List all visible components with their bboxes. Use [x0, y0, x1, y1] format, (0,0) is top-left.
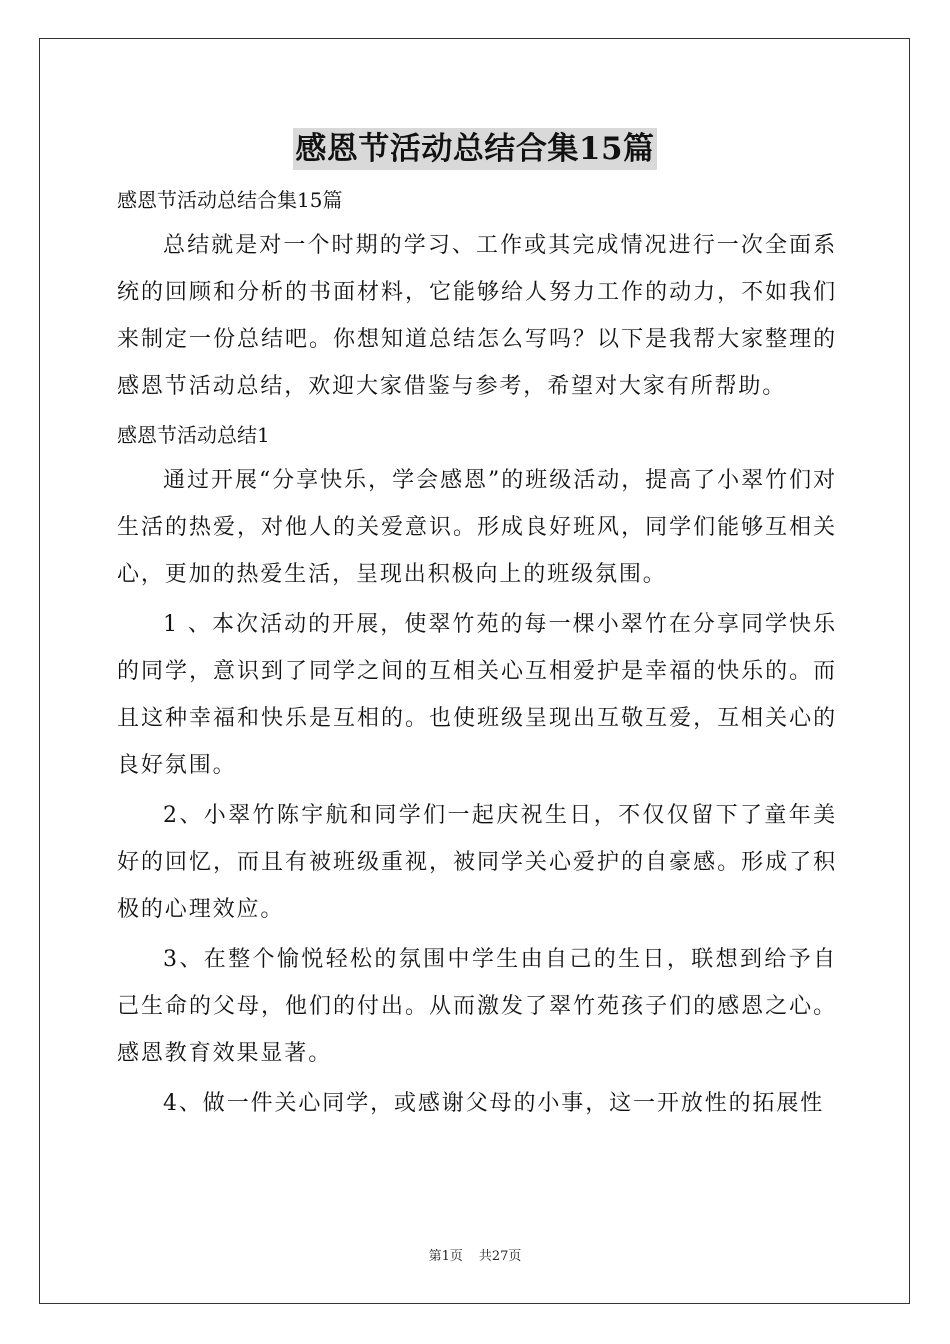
title-wrapper [0, 128, 950, 170]
page-total: 共27页 [478, 1249, 522, 1264]
page-footer [0, 1245, 950, 1264]
page-number: 第1页 [428, 1249, 463, 1264]
section-heading: 感恩节活动总结1 [117, 423, 270, 447]
body-paragraph: 通过开展“分享快乐，学会感恩”的班级活动，提高了小翠竹们对生活的热爱，对他人的关爱意识。形成良好班风，同学们能够互相关心，更加的热爱生活，呈现出积极向上的班级氛围。 [117, 468, 837, 587]
document-title: 感恩节活动总结合集15篇 [293, 128, 656, 170]
intro-paragraph: 总结就是对一个时期的学习、工作或其完成情况进行一次全面系统的回顾和分析的书面材料，它能够给人努力工作的动力，不如我们来制定一份总结吧。你想知道总结怎么写吗？以下是我帮大家整理的感恩节活动总结，欢迎大家借鉴与参考，希望对大家有所帮助。 [117, 233, 837, 399]
body-paragraph: 2、小翠竹陈宇航和同学们一起庆祝生日，不仅仅留下了童年美好的回忆，而且有被班级重视，被同学关心爱护的自豪感。形成了积极的心理效应。 [117, 803, 837, 922]
document-subtitle: 感恩节活动总结合集15篇 [117, 188, 343, 212]
body-paragraph: 4、做一件关心同学，或感谢父母的小事，这一开放性的拓展性 [163, 1091, 825, 1116]
body-paragraph: 3、在整个愉悦轻松的氛围中学生由自己的生日，联想到给予自己生命的父母，他们的付出。从而激发了翠竹苑孩子们的感恩之心。感恩教育效果显著。 [117, 947, 837, 1066]
document-body [117, 178, 837, 1130]
body-paragraph: 1 、本次活动的开展，使翠竹苑的每一棵小翠竹在分享同学快乐的同学，意识到了同学之间的互相关心互相爱护是幸福的快乐的。而且这种幸福和快乐是互相的。也使班级呈现出互敬互爱，互相关心的良好氛围。 [117, 612, 837, 778]
